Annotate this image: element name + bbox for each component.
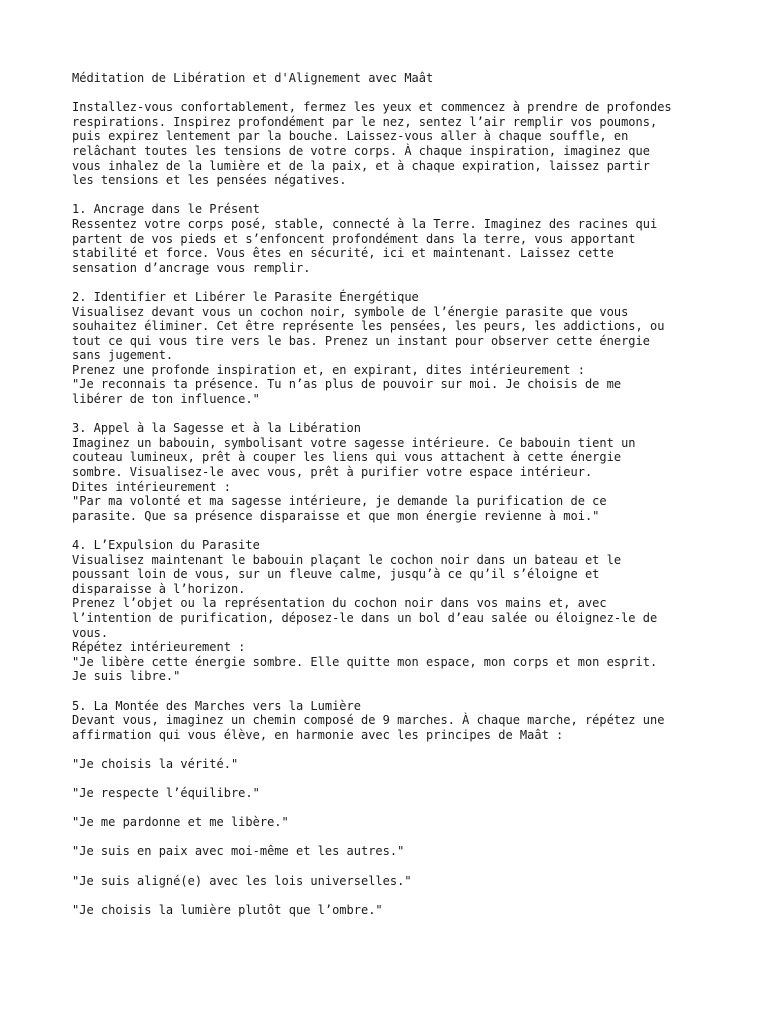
section-heading: 3. Appel à la Sagesse et à la Libération bbox=[72, 421, 361, 436]
text-line: Prenez l’objet ou la représentation du cochon noir dans vos mains et, avec bbox=[72, 596, 607, 611]
document-page bbox=[72, 71, 712, 917]
quote-line: "Je libère cette énergie sombre. Elle quitte mon espace, mon corps et mon esprit. bbox=[72, 654, 658, 669]
text-line: couteau lumineux, prêt à couper les liens qui vous attachent à cette énergie bbox=[72, 450, 622, 465]
text-line: sans jugement. bbox=[72, 348, 174, 363]
spacer bbox=[72, 742, 712, 757]
spacer bbox=[72, 188, 712, 203]
affirmation: "Je suis aligné(e) avec les lois universelles." bbox=[72, 873, 412, 888]
spacer bbox=[72, 859, 712, 874]
text-line: respirations. Inspirez profondément par le nez, sentez l’air remplir vos poumons, bbox=[72, 114, 658, 129]
text-line: Devant vous, imaginez un chemin composé de 9 marches. À chaque marche, répétez une bbox=[72, 713, 665, 728]
text-line: tout ce qui vous tire vers le bas. Prenez un instant pour observer cette énergie bbox=[72, 333, 650, 348]
spacer bbox=[72, 801, 712, 816]
text-line: les tensions et les pensées négatives. bbox=[72, 173, 347, 188]
section-4 bbox=[72, 538, 712, 684]
text-line: poussant loin de vous, sur un fleuve calme, jusqu’à ce qu’il s’éloigne et bbox=[72, 567, 600, 582]
text-line: Ressentez votre corps posé, stable, connecté à la Terre. Imaginez des racines qui bbox=[72, 216, 658, 231]
quote-line: "Par ma volonté et ma sagesse intérieure, je demande la purification de ce bbox=[72, 494, 607, 509]
affirmation: "Je respecte l’équilibre." bbox=[72, 786, 260, 801]
section-1 bbox=[72, 202, 712, 275]
text-line: Visualisez devant vous un cochon noir, symbole de l’énergie parasite que vous bbox=[72, 304, 629, 319]
spacer bbox=[72, 86, 712, 101]
section-heading: 2. Identifier et Libérer le Parasite Énergétique bbox=[72, 289, 419, 304]
section-heading: 4. L’Expulsion du Parasite bbox=[72, 538, 260, 552]
text-line: partent de vos pieds et s’enfoncent profondément dans la terre, vous apportant bbox=[72, 231, 636, 246]
spacer bbox=[72, 888, 712, 903]
text-line: sensation d’ancrage vous remplir. bbox=[72, 260, 311, 275]
document-title: Méditation de Libération et d'Alignement avec Maât bbox=[72, 71, 434, 85]
text-line: Visualisez maintenant le babouin plaçant le cochon noir dans un bateau et le bbox=[72, 552, 622, 567]
quote-line: "Je reconnais ta présence. Tu n’as plus de pouvoir sur moi. Je choisis de me bbox=[72, 377, 622, 392]
spacer bbox=[72, 830, 712, 845]
text-line: puis expirez lentement par la bouche. Laissez-vous aller à chaque souffle, en bbox=[72, 129, 629, 144]
quote-line: Je suis libre." bbox=[72, 669, 181, 684]
spacer bbox=[72, 275, 712, 290]
text-line: Imaginez un babouin, symbolisant votre sagesse intérieure. Ce babouin tient un bbox=[72, 435, 636, 450]
text-line: Installez-vous confortablement, fermez les yeux et commencez à prendre de profondes bbox=[72, 100, 672, 115]
section-3 bbox=[72, 421, 712, 523]
quote-line: libérer de ton influence." bbox=[72, 392, 260, 407]
text-line: disparaisse à l’horizon. bbox=[72, 581, 246, 596]
affirmation: "Je choisis la lumière plutôt que l’ombre." bbox=[72, 902, 383, 917]
affirmation: "Je choisis la vérité." bbox=[72, 756, 239, 771]
intro-paragraph bbox=[72, 100, 712, 188]
text-line: Dites intérieurement : bbox=[72, 479, 231, 494]
text-line: stabilité et force. Vous êtes en sécurité, ici et maintenant. Laissez cette bbox=[72, 246, 614, 261]
text-line: relâchant toutes les tensions de votre corps. À chaque inspiration, imaginez que bbox=[72, 143, 650, 158]
section-heading: 1. Ancrage dans le Présent bbox=[72, 202, 260, 217]
spacer bbox=[72, 523, 712, 538]
section-5 bbox=[72, 699, 712, 743]
spacer bbox=[72, 684, 712, 699]
text-line: souhaitez éliminer. Cet être représente les pensées, les peurs, les addictions, ou bbox=[72, 319, 665, 334]
text-line: affirmation qui vous élève, en harmonie avec les principes de Maât : bbox=[72, 727, 564, 742]
text-line: Répétez intérieurement : bbox=[72, 640, 246, 655]
text-line: vous inhalez de la lumière et de la paix, et à chaque expiration, laissez partir bbox=[72, 158, 650, 173]
spacer bbox=[72, 772, 712, 787]
text-line: l’intention de purification, déposez-le dans un bol d’eau salée ou éloignez-le de bbox=[72, 610, 658, 625]
spacer bbox=[72, 407, 712, 422]
affirmations-list bbox=[72, 757, 712, 918]
affirmation: "Je suis en paix avec moi-même et les autres." bbox=[72, 844, 405, 859]
quote-line: parasite. Que sa présence disparaisse et que mon énergie revienne à moi." bbox=[72, 508, 600, 523]
section-2 bbox=[72, 290, 712, 407]
section-heading: 5. La Montée des Marches vers la Lumière bbox=[72, 698, 361, 713]
affirmation: "Je me pardonne et me libère." bbox=[72, 815, 289, 830]
text-line: sombre. Visualisez-le avec vous, prêt à purifier votre espace intérieur. bbox=[72, 465, 593, 480]
text-line: Prenez une profonde inspiration et, en expirant, dites intérieurement : bbox=[72, 362, 585, 377]
text-line: vous. bbox=[72, 625, 109, 640]
